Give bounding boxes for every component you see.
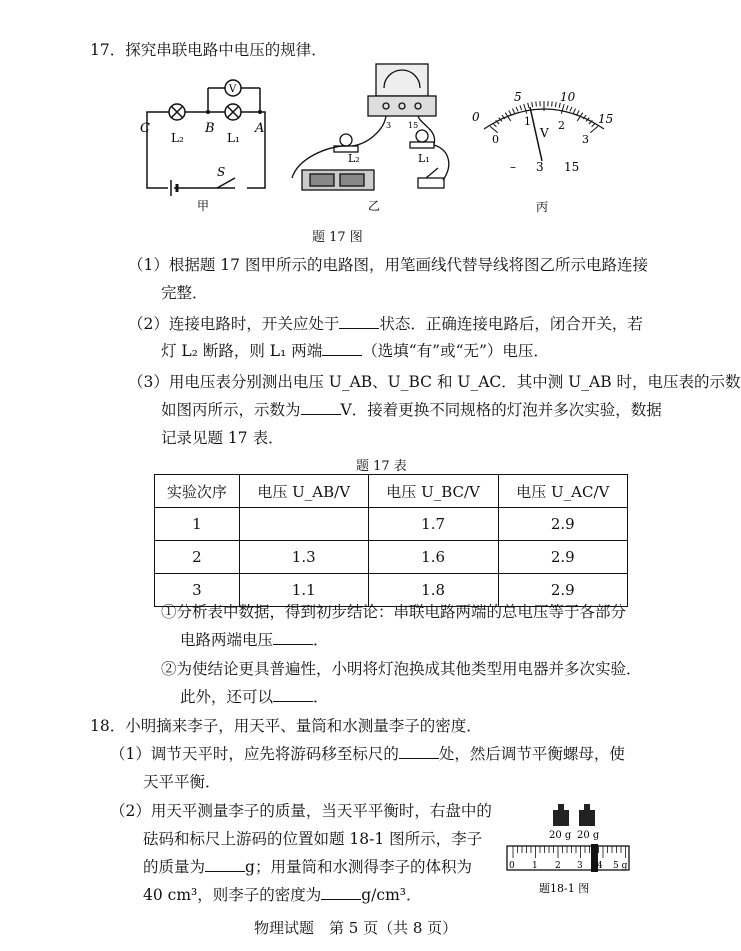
table-header: 电压 U_AB/V (239, 475, 368, 508)
table-cell: 1.8 (368, 574, 498, 607)
q17-conclusion1-line1: ①分析表中数据，得到初步结论：串联电路两端的总电压等于各部分 (161, 603, 627, 621)
table-cell: 1.6 (368, 541, 498, 574)
apparatus-diagram-yi (288, 60, 463, 215)
svg-text:丙: 丙 (536, 200, 549, 214)
q17-conclusion2-line1: ②为使结论更具普遍性，小明将灯泡换成其他类型用电器并多次实验． (161, 660, 642, 678)
dial-tick (520, 105, 522, 110)
q17-part1-line2: 完整． (161, 284, 208, 302)
q18-part1-line2: 天平平衡． (143, 773, 221, 791)
svg-text:–: – (510, 160, 516, 174)
svg-text:L₂: L₂ (348, 152, 360, 165)
svg-text:10: 10 (560, 90, 576, 104)
svg-text:15: 15 (564, 160, 580, 174)
answer-blank[interactable] (273, 687, 313, 702)
svg-text:0: 0 (472, 110, 480, 124)
dial-tick (592, 123, 596, 126)
svg-text:乙: 乙 (368, 199, 381, 213)
svg-text:1: 1 (532, 861, 538, 871)
dial-tick (577, 111, 580, 115)
table-cell: 3 (155, 574, 240, 607)
q17-figure-caption: 题 17 图 (312, 230, 363, 245)
table-header: 电压 U_BC/V (368, 475, 498, 508)
answer-blank[interactable] (399, 744, 439, 759)
svg-text:S: S (217, 165, 226, 179)
svg-text:题18-1 图: 题18-1 图 (539, 882, 590, 895)
dial-tick (561, 104, 564, 114)
svg-text:B: B (205, 121, 215, 136)
dial-tick (512, 109, 514, 113)
q17-conclusion2-line2: 此外，还可以 ． (180, 688, 329, 706)
dial-tick (573, 109, 575, 113)
balance-figure-18-1 (505, 800, 635, 900)
q18-title: 18．小明摘来李子，用天平、量筒和水测量李子的密度． (90, 717, 482, 735)
table-header: 电压 U_AC/V (498, 475, 627, 508)
answer-blank[interactable] (301, 400, 341, 415)
answer-blank[interactable] (205, 857, 245, 872)
svg-text:L₁: L₁ (418, 152, 430, 165)
dial-tick (536, 101, 537, 106)
q17-part1-line1: （1）根据题 17 图甲所示的电路图，用笔画线代替导线将图乙所示电路连接 (128, 256, 648, 274)
table-header-row (155, 475, 628, 508)
table-cell: 1.3 (239, 541, 368, 574)
q18-part2-line2: 砝码和标尺上游码的位置如题 18-1 图所示，李子 (143, 830, 483, 848)
dial-tick (552, 101, 553, 106)
answer-blank[interactable] (321, 885, 361, 900)
circuit-diagram-jia (135, 70, 275, 213)
table-cell: 2.9 (498, 508, 627, 541)
svg-text:V: V (540, 126, 549, 140)
q18-part1-line1: （1）调节天平时，应先将游码移至标尺的 处，然后调节平衡螺母，使 (110, 745, 625, 763)
answer-blank[interactable] (273, 630, 313, 645)
q17-part3-line1: （3）用电压表分别测出电压 U_AB、U_BC 和 U_AC．其中测 U_AB 时，电压表的示数 (128, 373, 741, 391)
table-cell: 2.9 (498, 574, 627, 607)
table-cell: 1.7 (368, 508, 498, 541)
dial-tick (490, 126, 498, 132)
svg-text:5: 5 (514, 90, 522, 104)
table-cell (239, 508, 368, 541)
q17-part2-line2: 灯 L₂ 断路，则 L₁ 两端 （选填“有”或“无”）电压． (161, 342, 549, 360)
dial-tick (493, 123, 497, 126)
svg-text:20 g: 20 g (577, 830, 600, 841)
svg-text:V: V (229, 84, 237, 95)
table-cell: 2.9 (498, 541, 627, 574)
dial-tick (532, 102, 533, 107)
svg-text:2: 2 (555, 861, 561, 871)
svg-text:3: 3 (582, 133, 589, 146)
table-cell: 2 (155, 541, 240, 574)
svg-text:5 g: 5 g (613, 861, 628, 871)
q17-part3-line3: 记录见题 17 表． (161, 429, 284, 447)
voltmeter-dial-bing (470, 85, 620, 215)
answer-blank[interactable] (339, 314, 379, 329)
dial-tick (555, 102, 556, 107)
q17-data-table (154, 474, 628, 607)
q17-conclusion1-line2: 电路两端电压 ． (180, 631, 329, 649)
answer-blank[interactable] (322, 341, 362, 356)
svg-text:20 g: 20 g (549, 830, 572, 841)
q17-table-caption: 题 17 表 (356, 459, 407, 474)
table-row (155, 508, 628, 541)
dial-tick (590, 126, 598, 132)
svg-text:L₂: L₂ (171, 131, 184, 145)
table-cell: 1 (155, 508, 240, 541)
svg-text:3: 3 (577, 861, 583, 871)
dial-tick (566, 105, 568, 110)
q17-part2-line1: （2）连接电路时，开关应处于 状态．正确连接电路后，闭合开关，若 (128, 315, 643, 333)
table-cell: 1.1 (239, 574, 368, 607)
dial-tick (524, 104, 527, 114)
svg-text:3: 3 (386, 121, 392, 130)
svg-text:C: C (140, 121, 150, 136)
svg-text:甲: 甲 (197, 199, 210, 213)
page-footer: 物理试题 第 5 页（共 8 页） (254, 919, 458, 937)
svg-text:15: 15 (598, 112, 614, 126)
svg-text:1: 1 (524, 115, 531, 128)
svg-text:L₁: L₁ (227, 131, 240, 145)
q17-title: 17．探究串联电路中电压的规律． (90, 41, 327, 59)
dial-tick (570, 107, 572, 112)
svg-text:0: 0 (492, 133, 499, 146)
svg-text:A: A (255, 121, 265, 136)
q18-part2-line4: 40 cm³，则李子的密度为 g/cm³． (143, 886, 422, 904)
dial-tick (528, 103, 529, 108)
q17-part3-line2: 如图丙所示，示数为 V．接着更换不同规格的灯泡并多次实验，数据 (161, 401, 662, 419)
svg-text:0: 0 (509, 861, 515, 871)
table-row (155, 541, 628, 574)
svg-text:4: 4 (597, 861, 603, 871)
q18-part2-line3: 的质量为 g；用量筒和水测得李子的体积为 (143, 858, 472, 876)
dial-tick (516, 107, 518, 112)
q18-part2-line1: （2）用天平测量李子的质量，当天平平衡时，右盘中的 (110, 802, 492, 820)
svg-text:3: 3 (536, 160, 544, 174)
svg-text:2: 2 (558, 119, 565, 132)
svg-text:15: 15 (408, 121, 419, 130)
dial-tick (509, 111, 512, 115)
table-header: 实验次序 (155, 475, 240, 508)
